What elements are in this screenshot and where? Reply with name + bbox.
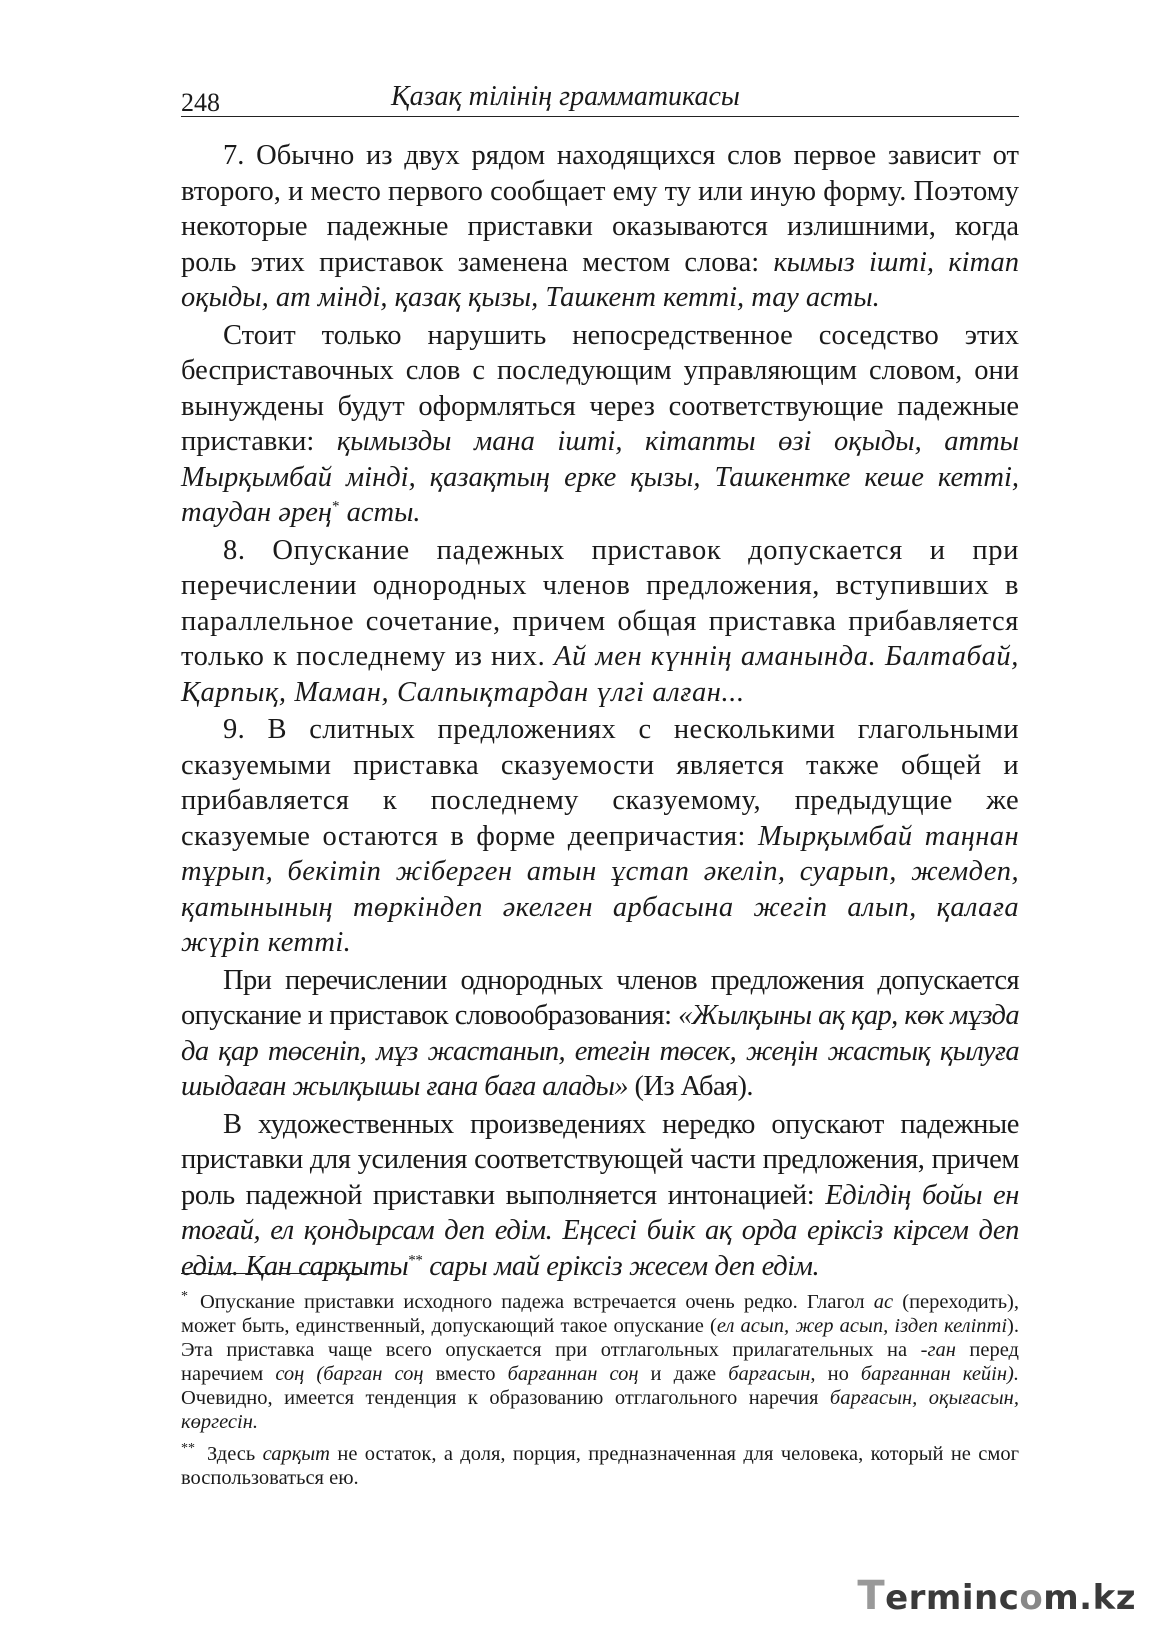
footnote-ref-2[interactable]: ** [408,1252,423,1268]
footnote-divider [181,1273,367,1274]
footnotes [181,1290,1019,1498]
main-text [181,138,1019,1286]
running-title: Қазақ тілінің грамматикасы [391,81,740,112]
paragraph-7-cont: Стоит только нарушить непосредственное соседство этих бесприставочных слов с последующим управляющим словом, они вынуждены будут оформляться через соответствующие падежные приставки: қымызды мана ішті, кітапты өзі оқыды, атты Мырқымбай мінді, қазақтың ерке қызы, Ташкентке кеше кетті, таудан әрең* асты. [181,319,1019,528]
page-number: 248 [181,88,220,117]
footnote-2: ** Здесь сарқыт не остаток, а доля, порция, предназначенная для человека, который не смог воспользоваться ею. [181,1441,1019,1489]
footnote-ref-1[interactable]: * [332,498,340,515]
paragraph-artistic: В художественных произведениях нередко опускают падежные приставки для усиления соответствующей части предложения, причем роль падежной приставки выполняется интонацией: Еділдің бойы ен тоғай, ел қондырсам деп едім. Еңсесі биік ақ орда еріксіз кірсем деп едім. Қан сарқыты** сары май еріксіз жесем деп едім. [181,1108,1019,1282]
paragraph-enumeration: При перечислении однородных членов предложения допускается опускание и приставок словообразования: «Жылқыны ақ қар, көк мұзда да қар төсеніп, мұз жастанып, етегін төсек, жеңін жастық қылуға шыдаған жылқышы ғана баға алады» (Из Абая). [181,964,1019,1102]
paragraph-8: 8. Опускание падежных приставок допускается и при перечислении однородных членов предложения, вступивших в параллельное сочетание, причем общая приставка прибавляется только к последнему из них. Ай мен күннің аманында. Балтабай, Қарпық, Маман, Салпықтардан үлгі алған... [181,534,1019,708]
paragraph-7: 7. Обычно из двух рядом находящихся слов первое зависит от второго, и место первого сообщает ему ту или иную форму. Поэтому некоторые падежные приставки оказываются излишними, когда роль этих приставок заменена местом слова: кымыз ішті, кітап оқыды, ат мінді, қазақ қызы, Ташкент кетті, тау асты. [181,140,1020,313]
footnote-1: * Опускание приставки исходного падежа встречается очень редко. Глагол ас (переходить), может быть, единственный, допускающий такое опускание (ел асып, жер асып, іздеп келіпті). Эта приставка чаще всего опускается при отглагольных прилагательных на -ган перед наречием соң (барган соң вместо барғаннан соң и даже барғасын, но барғаннан кейін). Очевидно, имеется тенденция к образованию отглагольного наречия барғасын, оқығасын, көргесін. [181,1289,1020,1433]
paragraph-9: 9. В слитных предложениях с несколькими глагольными сказуемыми приставка сказуемости является также общей и прибавляется к последнему сказуемому, предыдущие же сказуемые остаются в форме деепричастия: Мырқымбай таңнан тұрып, бекітіп жіберген атын ұстап әкеліп, суарып, жемдеп, қатынының төркіндеп әкелген арбасына жегіп алып, қалаға жүріп кетті. [181,714,1019,958]
site-watermark-logo: Termincom.kz [857,1573,1136,1619]
page-header [181,78,1019,117]
